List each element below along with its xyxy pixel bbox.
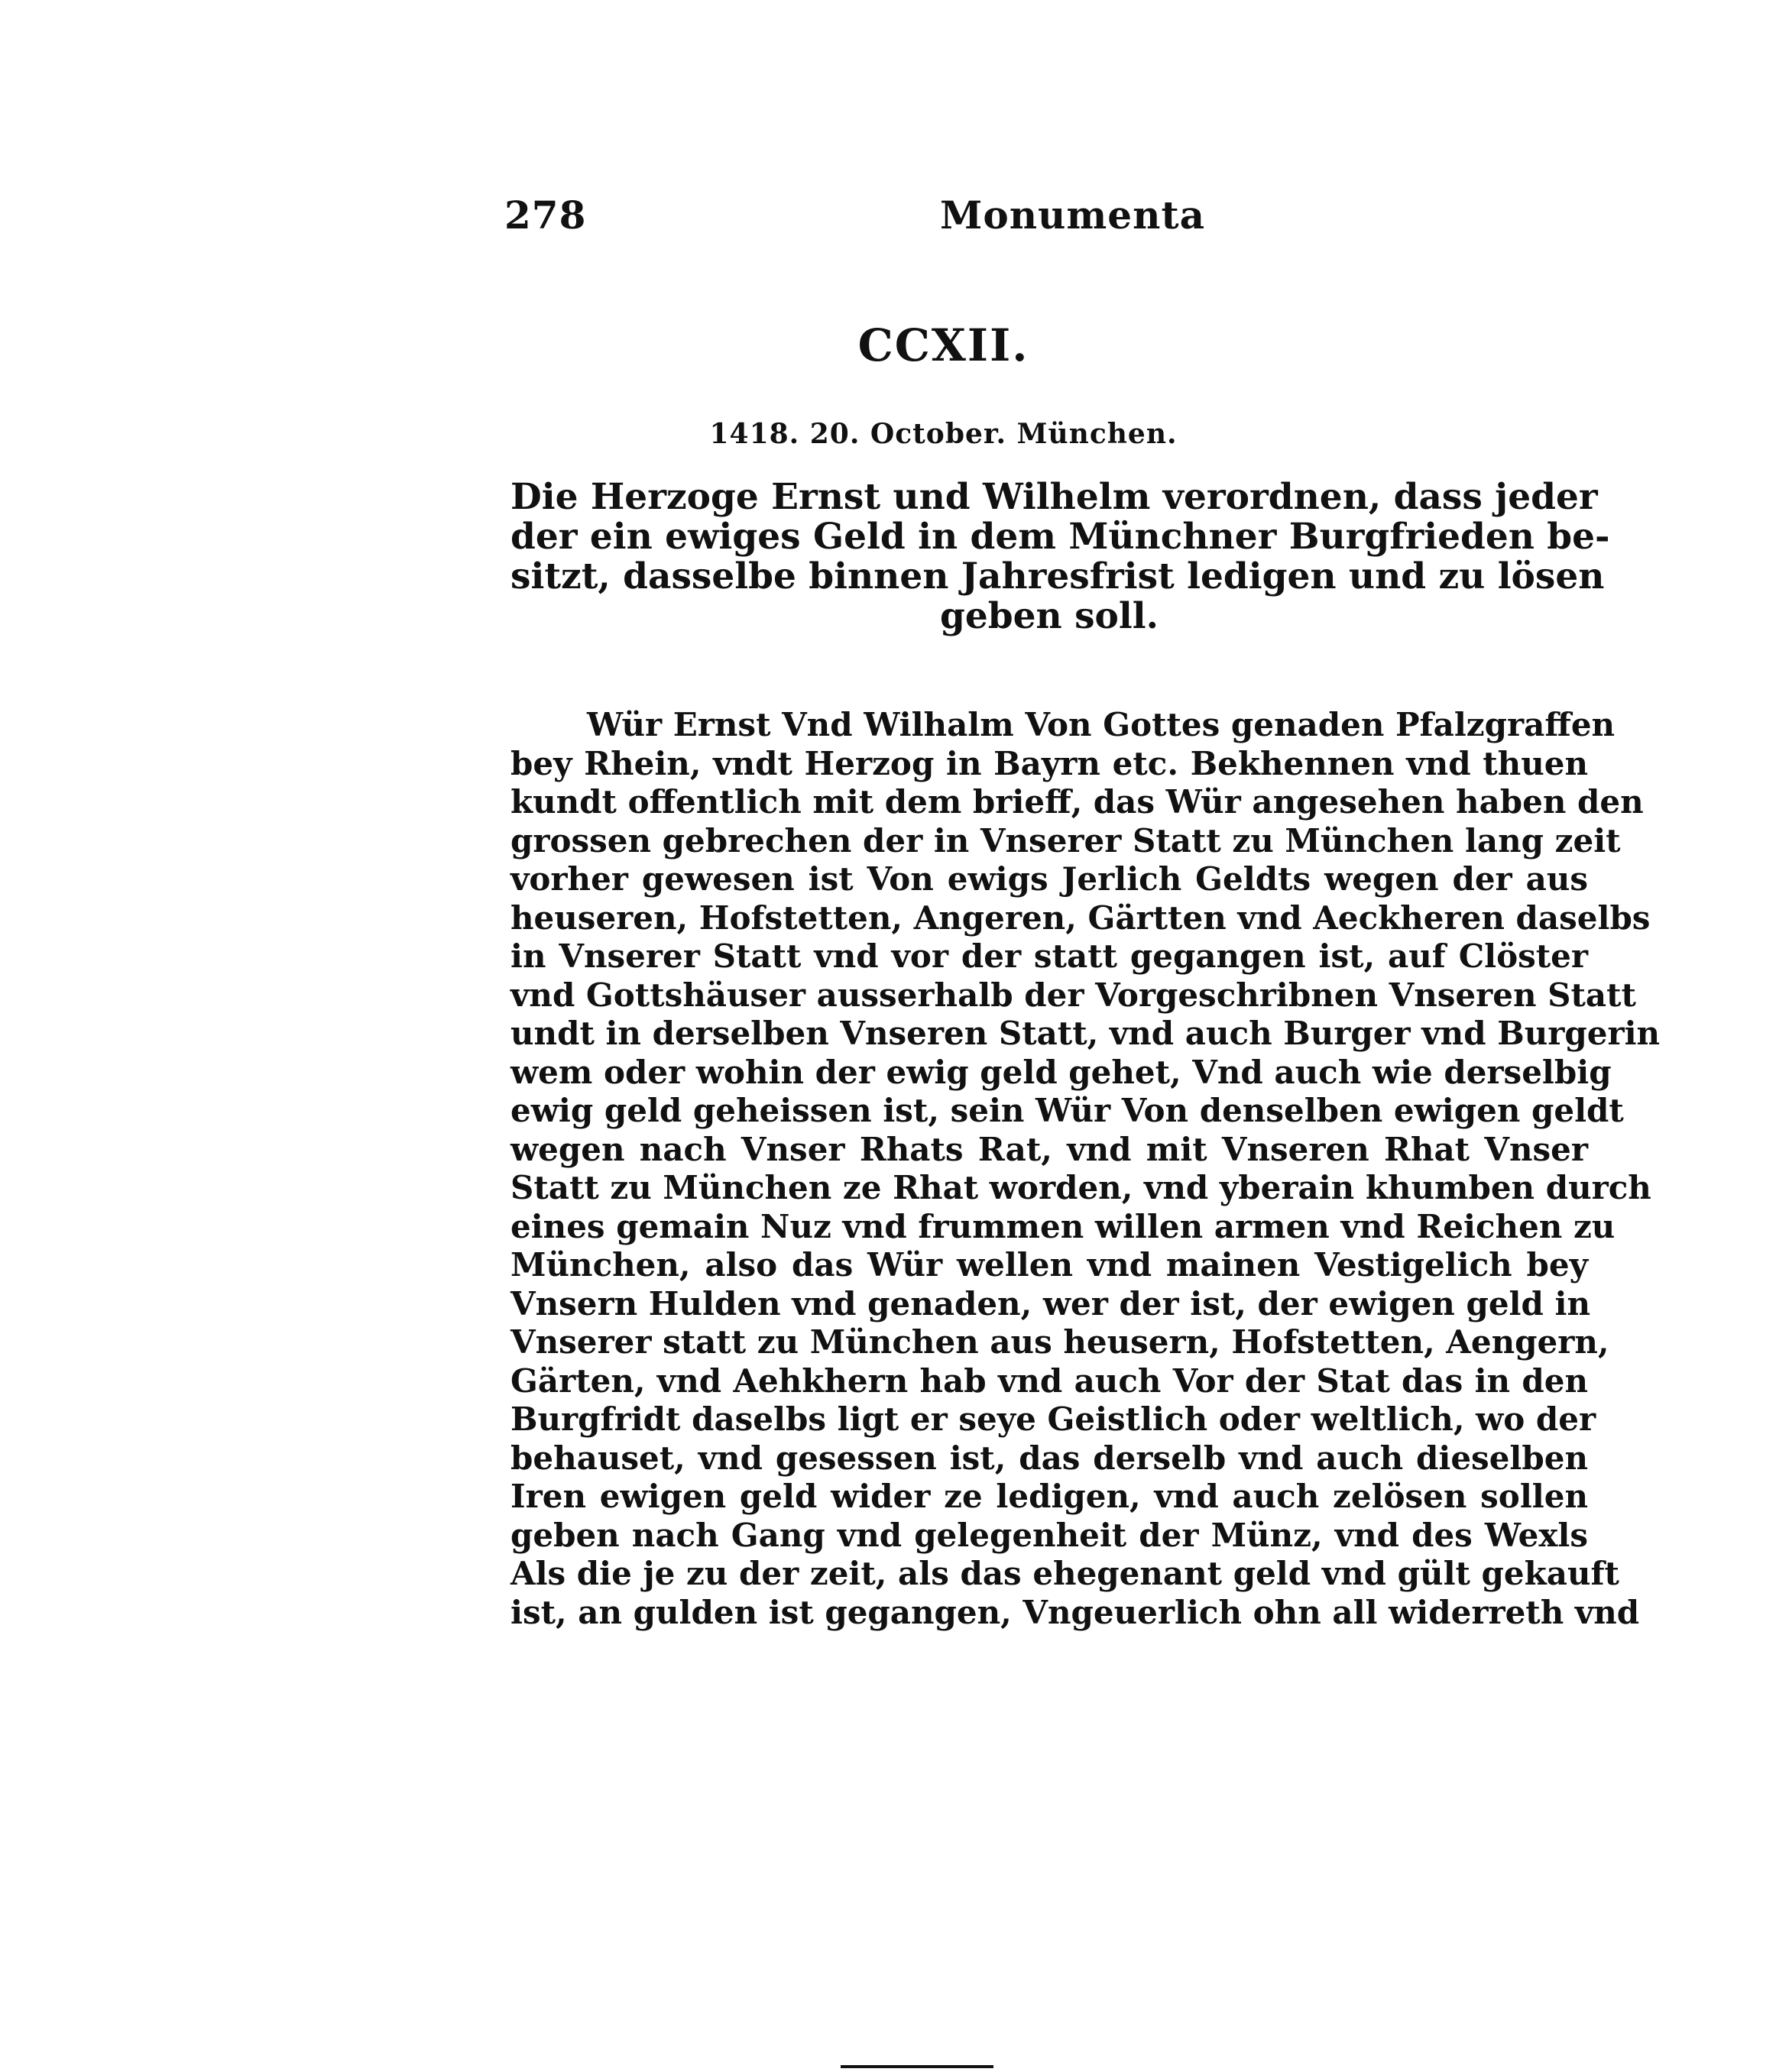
body-line: eines gemain Nuz vnd frummen willen armen vnd Reichen zu [510, 1207, 1616, 1245]
document-number: CCXII. [857, 319, 1029, 371]
body-line: heuseren, Hofstetten, Angeren, Gärtten vnd Aeckheren daselbs [510, 898, 1651, 937]
body-line: behauset, vnd gesessen ist, das derselb vnd auch dieselben [510, 1439, 1588, 1477]
body-line: geben nach Gang vnd gelegenheit der Münz, vnd des Wexls [510, 1516, 1588, 1554]
body-line: Iren ewigen geld wider ze ledigen, vnd auch zelösen sollen [510, 1478, 1588, 1515]
headnote-line: geben soll. [940, 595, 1159, 637]
body-line: kundt offentlich mit dem brieff, das Wür angesehen haben den [510, 783, 1644, 821]
running-title: Monumenta [940, 193, 1205, 238]
headnote [510, 476, 1610, 637]
body-line: wegen nach Vnser Rhats Rat, vnd mit Vnseren Rhat Vnser [510, 1130, 1588, 1168]
body-line: Wür Ernst Vnd Wilhalm Von Gottes genaden Pfalzgraffen [587, 706, 1616, 743]
body-text [510, 706, 1661, 1632]
running-head [504, 193, 1574, 254]
body-line: vorher gewesen ist Von ewigs Jerlich Geldts wegen der aus [510, 860, 1588, 898]
body-line: ewig geld geheissen ist, sein Wür Von denselben ewigen geldt [510, 1092, 1624, 1129]
body-line: Gärten, vnd Aehkhern hab vnd auch Vor der Stat das in den [510, 1361, 1588, 1400]
body-line: Als die je zu der zeit, als das ehegenant geld vnd gült gekauft [510, 1555, 1619, 1592]
body-line: in Vnserer Statt vnd vor der statt gegangen ist, auf Clöster [510, 937, 1588, 975]
body-line: ist, an gulden ist gegangen, Vngeuerlich ohn all widerreth vnd [510, 1593, 1640, 1631]
body-line: bey Rhein, vndt Herzog in Bayrn etc. Bekhennen vnd thuen [510, 744, 1588, 782]
body-line: Burgfridt daselbs ligt er seye Geistlich oder weltlich, wo der [510, 1400, 1596, 1438]
page-number: 278 [504, 193, 587, 238]
dateline: 1418. 20. October. München. [709, 418, 1178, 450]
body-line: Vnserer statt zu München aus heusern, Hofstetten, Aengern, [510, 1323, 1609, 1361]
headnote-line: der ein ewiges Geld in dem Münchner Burgfrieden be- [510, 516, 1610, 558]
headnote-line: sitzt, dasselbe binnen Jahresfrist ledigen und zu lösen [510, 555, 1605, 597]
body-line: Statt zu München ze Rhat worden, vnd yberain khumben durch [510, 1169, 1651, 1206]
body-line: vnd Gottshäuser ausserhalb der Vorgeschribnen Vnseren Statt [510, 976, 1636, 1014]
body-line: Vnsern Hulden vnd genaden, wer der ist, der ewigen geld in [510, 1284, 1590, 1323]
body-line: München, also das Wür wellen vnd mainen Vestigelich bey [510, 1246, 1588, 1284]
body-line: grossen gebrechen der in Vnserer Statt zu München lang zeit [510, 821, 1621, 860]
body-line: wem oder wohin der ewig geld gehet, Vnd auch wie derselbig [510, 1053, 1612, 1091]
headnote-line: Die Herzoge Ernst und Wilhelm verordnen, dass jeder [510, 476, 1598, 518]
bottom-rule [841, 2065, 993, 2068]
body-line: undt in derselben Vnseren Statt, vnd auch Burger vnd Burgerin [510, 1015, 1661, 1052]
